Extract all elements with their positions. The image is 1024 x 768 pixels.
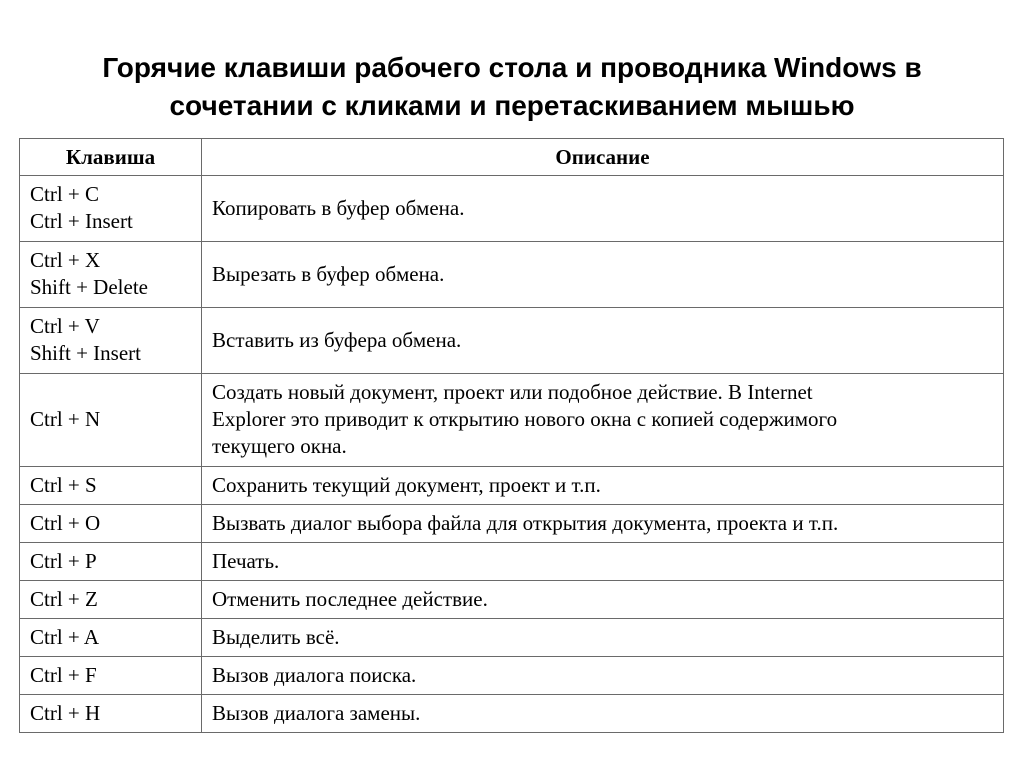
key-combination: Ctrl + X xyxy=(30,248,101,272)
page-title-line-1: Горячие клавиши рабочего стола и проводника Windows в xyxy=(102,51,922,83)
description-line: текущего окна. xyxy=(212,434,347,458)
table-row xyxy=(20,695,1004,733)
table-row xyxy=(20,308,1004,374)
table-row xyxy=(20,467,1004,505)
table-row xyxy=(20,657,1004,695)
key-combination: Ctrl + S xyxy=(30,472,97,497)
description-line: Вызвать диалог выбора файла для открытия документа, проекта и т.п. xyxy=(212,510,839,535)
description-cell: Вызов диалога замены. xyxy=(202,695,1004,733)
key-cell xyxy=(20,695,202,733)
key-combination: Ctrl + Insert xyxy=(30,209,133,233)
key-combination: Shift + Insert xyxy=(30,341,141,365)
column-header-key: Клавиша xyxy=(20,139,202,176)
page-title xyxy=(0,49,1024,125)
table-row xyxy=(20,242,1004,308)
description-cell: Отменить последнее действие. xyxy=(202,581,1004,619)
key-cell xyxy=(20,505,202,543)
key-combination: Ctrl + Z xyxy=(30,586,98,611)
key-combination: Ctrl + C xyxy=(30,182,100,206)
key-combination: Shift + Delete xyxy=(30,275,148,299)
key-cell xyxy=(20,581,202,619)
key-combination: Ctrl + O xyxy=(30,510,101,535)
description-cell xyxy=(202,374,1004,467)
table-row xyxy=(20,543,1004,581)
page-title-line-2: сочетании с кликами и перетаскиванием мышью xyxy=(169,89,855,121)
description-line: Создать новый документ, проект или подобное действие. В Internet xyxy=(212,380,813,404)
description-cell: Сохранить текущий документ, проект и т.п. xyxy=(202,467,1004,505)
key-combination: Ctrl + P xyxy=(30,548,97,573)
table-row xyxy=(20,581,1004,619)
key-combination: Ctrl + F xyxy=(30,662,97,687)
column-header-description: Описание xyxy=(202,139,1004,176)
key-combination: Ctrl + A xyxy=(30,624,100,649)
key-cell xyxy=(20,176,202,242)
key-cell xyxy=(20,467,202,505)
key-cell xyxy=(20,374,202,467)
key-cell xyxy=(20,619,202,657)
key-combination: Ctrl + V xyxy=(30,314,100,338)
description-line: Explorer это приводит к открытию нового окна с копией содержимого xyxy=(212,407,838,431)
key-cell xyxy=(20,242,202,308)
description-cell: Выделить всё. xyxy=(202,619,1004,657)
key-cell xyxy=(20,308,202,374)
description-cell: Вставить из буфера обмена. xyxy=(202,308,1004,374)
key-cell xyxy=(20,543,202,581)
table-row xyxy=(20,505,1004,543)
description-cell xyxy=(202,505,1004,543)
description-cell: Вызов диалога поиска. xyxy=(202,657,1004,695)
hotkeys-table xyxy=(19,138,1004,733)
description-cell: Копировать в буфер обмена. xyxy=(202,176,1004,242)
table-row xyxy=(20,619,1004,657)
table-row xyxy=(20,374,1004,467)
key-cell xyxy=(20,657,202,695)
key-combination: Ctrl + N xyxy=(30,407,101,431)
description-cell: Печать. xyxy=(202,543,1004,581)
key-combination: Ctrl + H xyxy=(30,700,101,725)
table-row xyxy=(20,176,1004,242)
description-cell: Вырезать в буфер обмена. xyxy=(202,242,1004,308)
table-header-row xyxy=(20,139,1004,176)
